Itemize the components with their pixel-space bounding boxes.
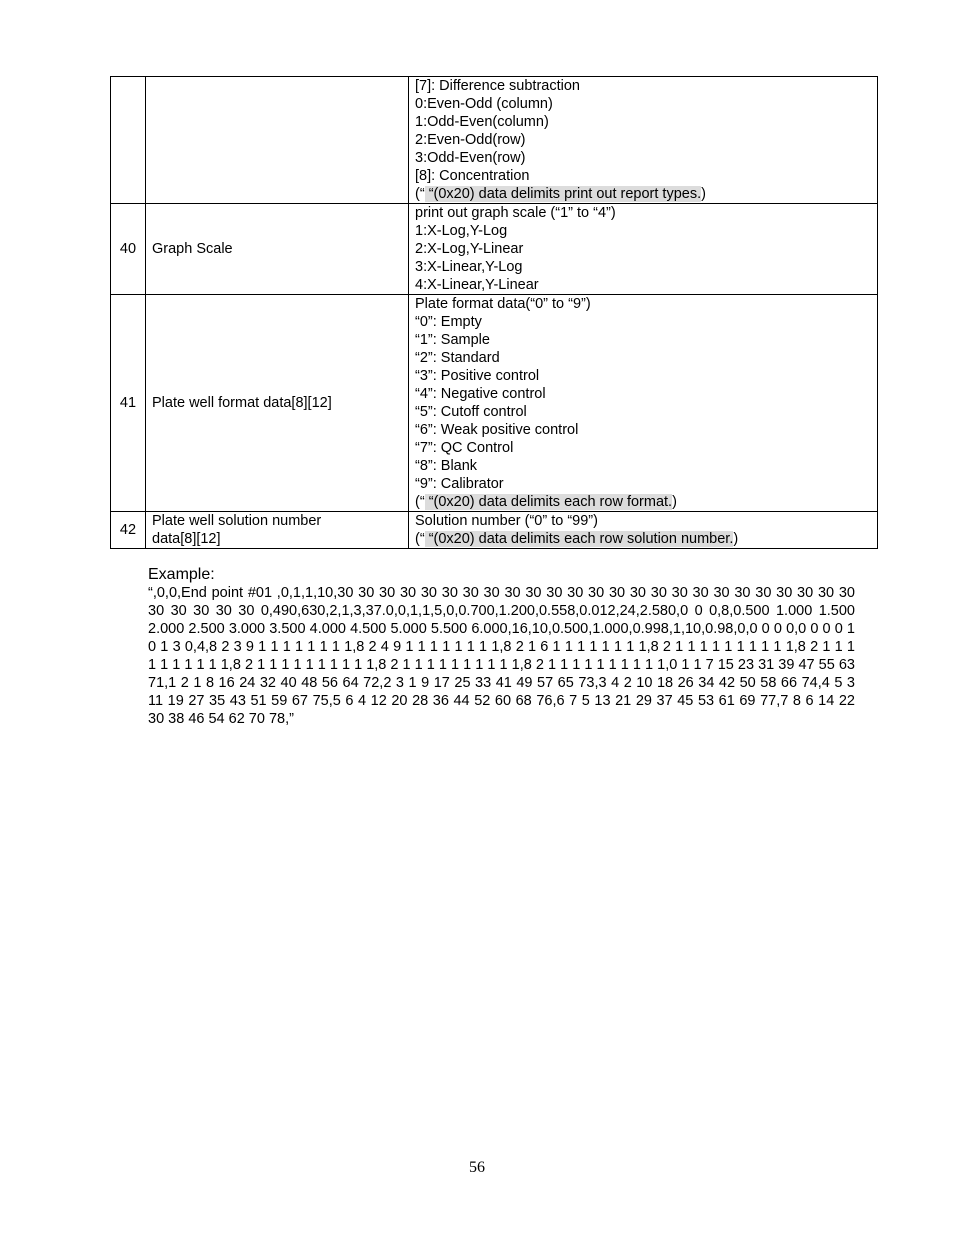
example-title: Example: bbox=[148, 566, 215, 583]
description-line: 1:X-Log,Y-Log bbox=[415, 223, 508, 239]
description-line: Solution number (“0” to “99”) bbox=[415, 513, 598, 529]
description-line: print out graph scale (“1” to “4”) bbox=[415, 205, 616, 221]
highlighted-note: “(0x20) data delimits each row format. bbox=[424, 494, 673, 510]
note-suffix: ) bbox=[733, 531, 739, 547]
description-line: “4”: Negative control bbox=[415, 386, 546, 402]
table-row bbox=[111, 77, 878, 204]
spec-table-body bbox=[111, 77, 878, 549]
row-description bbox=[409, 77, 878, 204]
description-line: 2:Even-Odd(row) bbox=[415, 132, 526, 148]
description-line: “5”: Cutoff control bbox=[415, 404, 527, 420]
note-prefix: (“ bbox=[415, 494, 425, 510]
description-line bbox=[415, 185, 871, 203]
description-line: 3:X-Linear,Y-Log bbox=[415, 259, 523, 275]
example-section bbox=[148, 566, 855, 728]
table-row bbox=[111, 204, 878, 295]
description-line: 0:Even-Odd (column) bbox=[415, 96, 553, 112]
description-line: 2:X-Log,Y-Linear bbox=[415, 241, 524, 257]
item-name-line: Plate well solution number bbox=[152, 513, 322, 529]
description-line: “7”: QC Control bbox=[415, 440, 514, 456]
description-line: “9”: Calibrator bbox=[415, 476, 504, 492]
description-line: [8]: Concentration bbox=[415, 168, 530, 184]
row-description bbox=[409, 204, 878, 295]
row-item-name bbox=[146, 204, 409, 295]
page-number: 56 bbox=[469, 1159, 485, 1176]
row-item-name bbox=[146, 295, 409, 512]
item-name-line: data[8][12] bbox=[152, 531, 221, 547]
example-body: “,0,0,End point #01 ,0,1,1,10,30 30 30 30 30 30 30 30 30 30 30 30 30 30 30 30 30 30 30 30 30 30 30 30 30 30 30 30 30 30 0,490,630,2,1,3,37.0,0,1,1,5,0,0.700,1.200,0.558,0.012,24,2.580,0 0 0,8,0.500 1.000 1.500 2.000 2.500 3.000 3.500 4.000 4.500 5.000 5.500 6.000,16,10,0.500,1.000,0.998,1,10,0.98,0,0 0 0 0,0 0 0 0 1 0 1 3 0,4,8 2 3 9 1 1 1 1 1 1 1 1,8 2 4 9 1 1 1 1 1 1 1 1,8 2 1 6 1 1 1 1 1 1 1 1,8 2 1 1 1 1 1 1 1 1 1 1,8 2 1 1 1 1 1 1 1 1 1 1,8 2 1 1 1 1 1 1 1 1 1 1,8 2 1 1 1 1 1 1 1 1 1 1,8 2 1 1 1 1 1 1 1 1 1 1,0 1 1 7 15 23 31 39 47 55 63 71,1 2 1 8 16 24 32 40 48 56 64 72,2 3 1 9 17 25 33 41 49 57 65 73,3 4 2 10 18 26 34 42 50 58 66 74,4 5 3 11 19 27 35 43 51 59 67 75,5 6 4 12 20 28 36 44 52 60 68 76,6 7 5 13 21 29 37 45 53 61 69 77,7 8 6 14 22 30 38 46 54 62 70 78,” bbox=[148, 585, 855, 727]
highlighted-note: “(0x20) data delimits each row solution number. bbox=[424, 531, 734, 547]
description-line: “1”: Sample bbox=[415, 332, 490, 348]
description-line: “0”: Empty bbox=[415, 314, 482, 330]
description-line: Plate format data(“0” to “9”) bbox=[415, 296, 591, 312]
row-item-name bbox=[146, 77, 409, 204]
description-line: 3:Odd-Even(row) bbox=[415, 150, 526, 166]
row-number: 41 bbox=[111, 295, 146, 512]
description-line: “3”: Positive control bbox=[415, 368, 540, 384]
row-number bbox=[111, 77, 146, 204]
note-prefix: (“ bbox=[415, 186, 425, 202]
row-item-name bbox=[146, 512, 409, 549]
row-number: 42 bbox=[111, 512, 146, 549]
description-line: “8”: Blank bbox=[415, 458, 478, 474]
row-number: 40 bbox=[111, 204, 146, 295]
table-row bbox=[111, 295, 878, 512]
table-row bbox=[111, 512, 878, 549]
description-line bbox=[415, 530, 871, 548]
description-line: [7]: Difference subtraction bbox=[415, 78, 580, 94]
description-line: “6”: Weak positive control bbox=[415, 422, 579, 438]
note-suffix: ) bbox=[701, 186, 706, 202]
description-line: “2”: Standard bbox=[415, 350, 500, 366]
highlighted-note: “(0x20) data delimits print out report types. bbox=[424, 186, 702, 202]
note-prefix: (“ bbox=[415, 531, 425, 547]
note-suffix: ) bbox=[672, 494, 677, 510]
item-name-line: Graph Scale bbox=[152, 241, 233, 257]
description-line: 4:X-Linear,Y-Linear bbox=[415, 277, 539, 293]
row-description bbox=[409, 295, 878, 512]
description-line bbox=[415, 493, 871, 511]
row-description bbox=[409, 512, 878, 549]
spec-table bbox=[110, 76, 878, 549]
item-name-line: Plate well format data[8][12] bbox=[152, 395, 332, 411]
description-line: 1:Odd-Even(column) bbox=[415, 114, 549, 130]
